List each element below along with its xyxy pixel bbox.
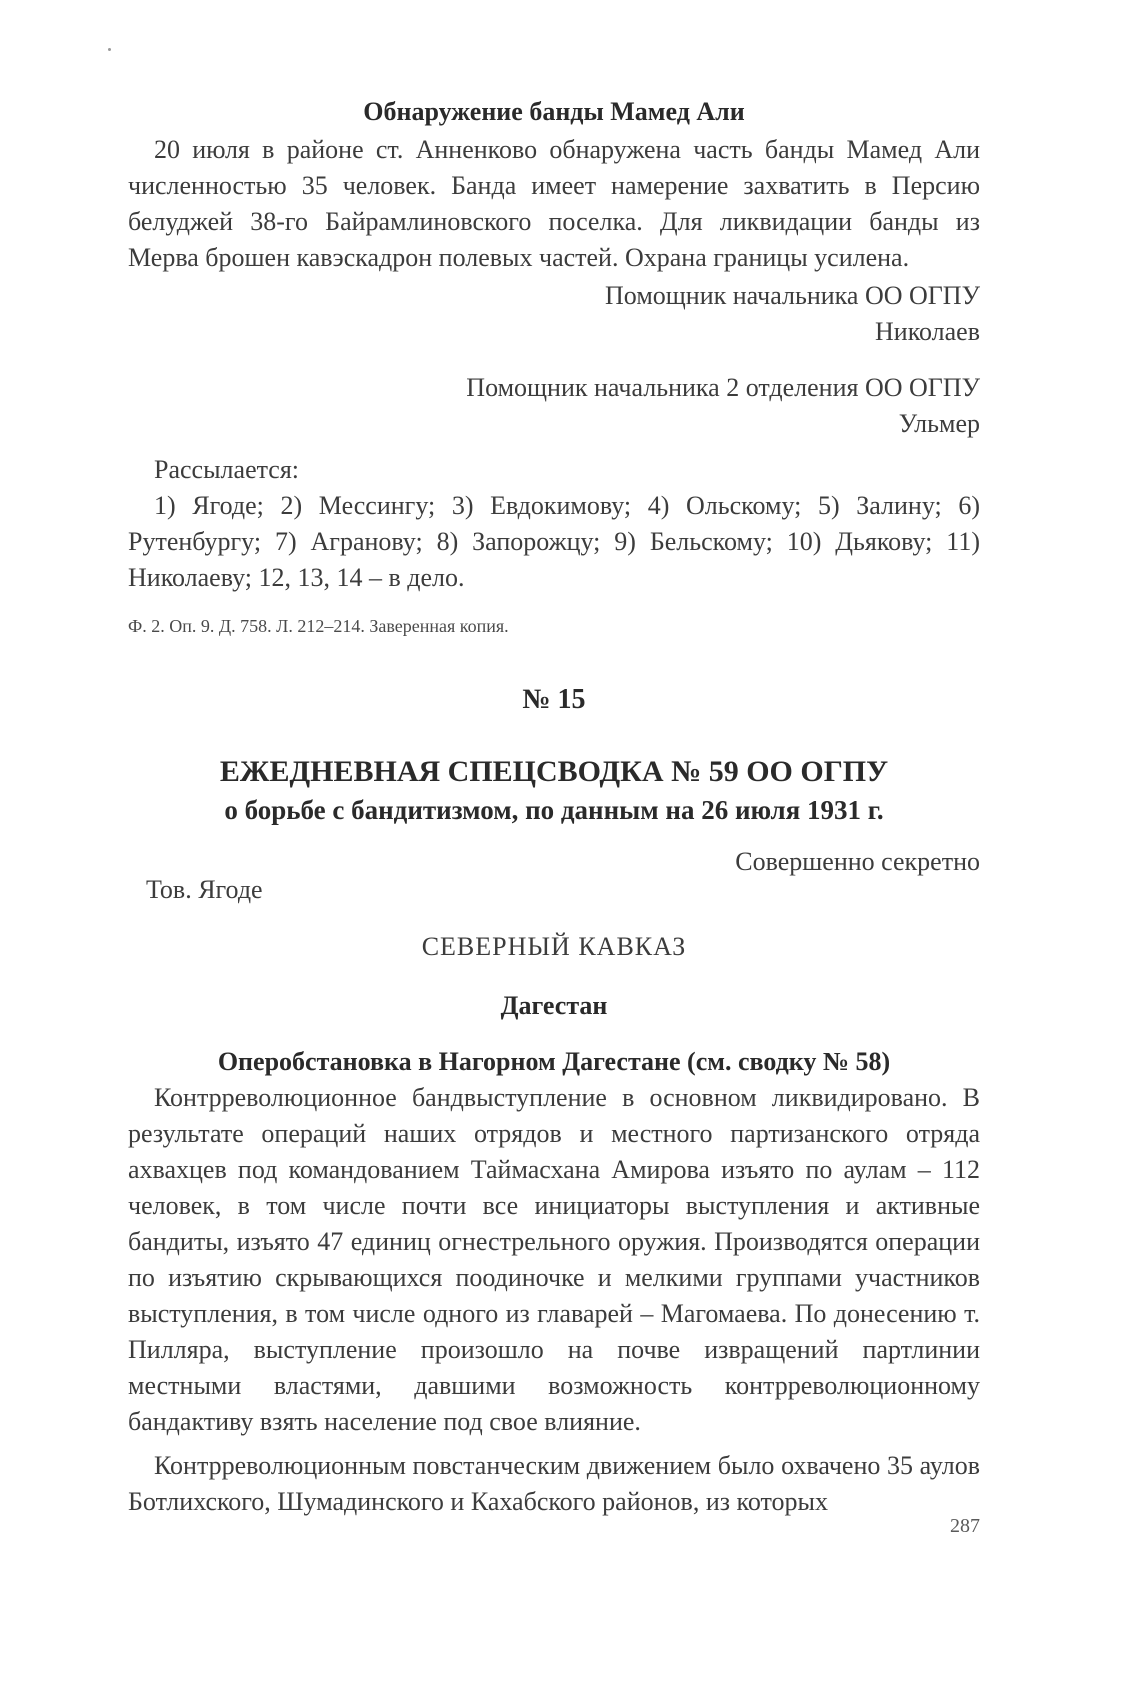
distribution-label: Рассылается: xyxy=(154,455,300,484)
archive-reference-text: Ф. 2. Оп. 9. Д. 758. Л. 212–214. Заверенная копия. xyxy=(128,616,509,636)
region-block xyxy=(128,932,980,962)
operational-section xyxy=(128,1044,980,1520)
region-heading: СЕВЕРНЫЙ КАВКАЗ xyxy=(421,932,687,961)
addressee-block xyxy=(128,872,980,908)
signature-block-2 xyxy=(128,370,980,442)
archive-reference xyxy=(128,614,980,638)
document-subtitle: о борьбе с бандитизмом, по данным на 26 июля 1931 г. xyxy=(224,795,884,825)
page-number: 287 xyxy=(950,1515,980,1537)
section-paragraph: 20 июля в районе ст. Анненково обнаружена часть банды Мамед Али численностью 35 человек. Банда имеет намерение захватить в Персию белуджей 38-го Байрамлиновского поселка. Для ликвидации банды из Мерва брошен кавэскадрон полевых частей. Охрана границы усилена. xyxy=(128,135,980,272)
classification-label: Совершенно секретно xyxy=(735,847,980,876)
operational-heading: Оперобстановка в Нагорном Дагестане (см. сводку № 58) xyxy=(217,1047,891,1076)
signature-block-1 xyxy=(128,278,980,350)
signature-name: Николаев xyxy=(875,317,980,346)
operational-paragraph-1: Контрреволюционное бандвыступление в основном ликвидировано. В результате операций наших отрядов и местного партизанского отряда ахвахцев под командованием Таймасхана Амирова изъято по аулам – 112 человек, в том числе почти все инициаторы выступления и активные бандиты, изъято 47 единиц огнестрельного оружия. Производятся операции по изъятию скрывающихся поодиночке и мелкими группами участников выступления, в том числе одного из главарей – Магомаева. По донесению т. Пилляра, выступление произошло на почве извращений партлинии местными властями, давшими возможность контрреволюционному бандактиву взять население под свое влияние. xyxy=(128,1083,980,1436)
document-number-block xyxy=(128,684,980,716)
document-title-block xyxy=(128,752,980,828)
signature-title: Помощник начальника ОО ОГПУ xyxy=(605,281,980,310)
section-bandit-discovery xyxy=(128,94,980,276)
operational-paragraph-2: Контрреволюционным повстанческим движением было охвачено 35 аулов Ботлихского, Шумадинского и Кахабского районов, из которых xyxy=(128,1451,980,1516)
signature-title: Помощник начальника 2 отделения ОО ОГПУ xyxy=(466,373,980,402)
distribution-block xyxy=(128,452,980,596)
document-number: № 15 xyxy=(522,684,586,715)
subregion-heading: Дагестан xyxy=(500,991,608,1020)
signature-name: Ульмер xyxy=(898,409,980,438)
distribution-list: 1) Ягоде; 2) Мессингу; 3) Евдокимову; 4) Ольскому; 5) Залину; 6) Рутенбургу; 7) Агранову; 8) Запорожцу; 9) Бельскому; 10) Дьякову; 11) Николаеву; 12, 13, 14 – в дело. xyxy=(128,491,980,592)
scan-speck xyxy=(108,48,111,51)
subregion-block xyxy=(128,988,980,1024)
addressee: Тов. Ягоде xyxy=(146,875,263,904)
section-heading: Обнаружение банды Мамед Али xyxy=(363,97,745,126)
document-title: ЕЖЕДНЕВНАЯ СПЕЦСВОДКА № 59 ОО ОГПУ xyxy=(219,755,889,788)
